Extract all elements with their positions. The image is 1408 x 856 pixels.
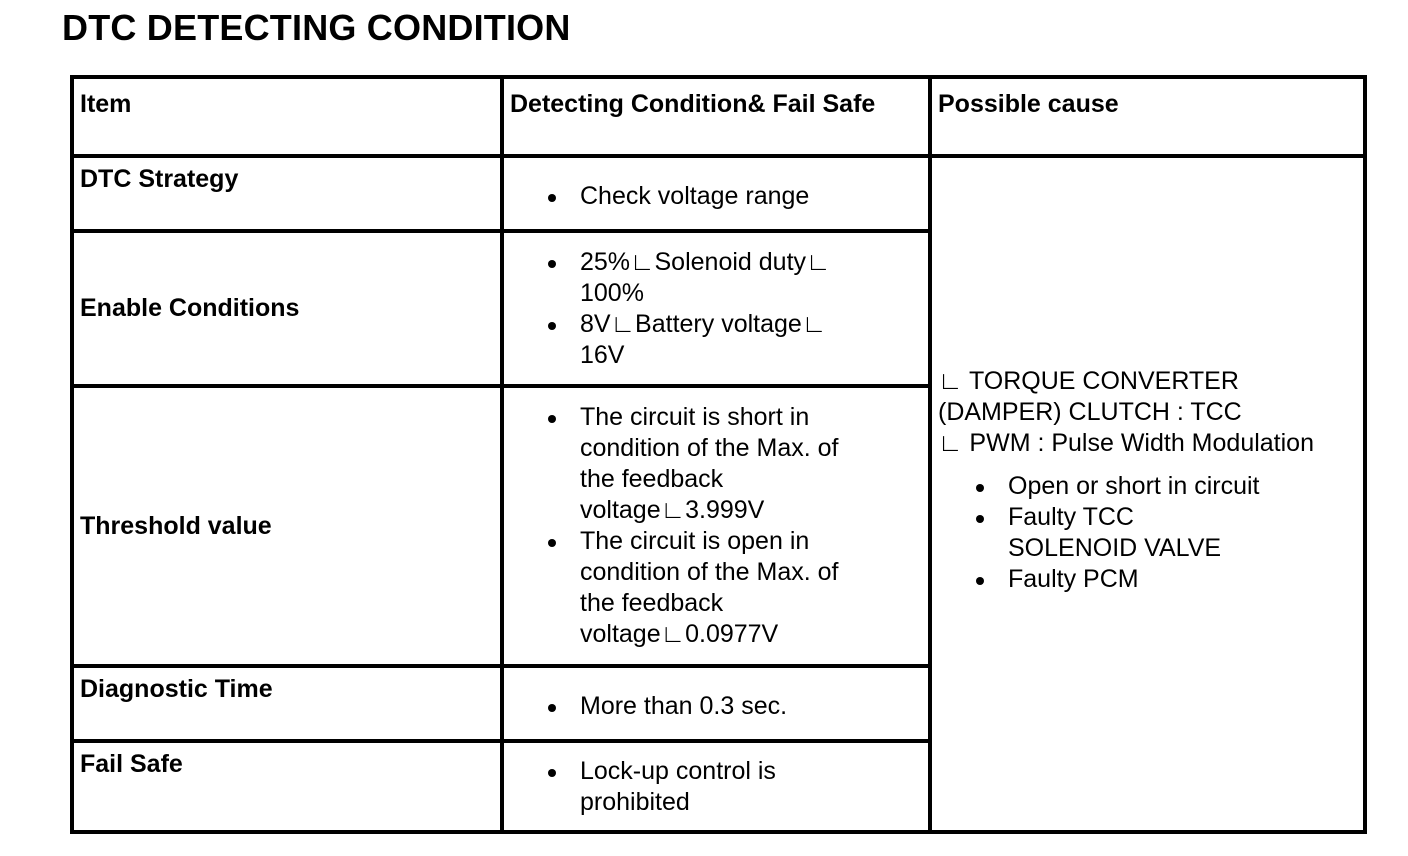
possible-cause-cell xyxy=(930,156,1365,832)
condition-cell xyxy=(502,741,930,832)
condition-list xyxy=(504,756,928,818)
item-label: Enable Conditions xyxy=(80,294,300,322)
item-label: Threshold value xyxy=(80,511,272,540)
cause-intro-line: (DAMPER) CLUTCH : TCC xyxy=(938,397,1242,426)
item-cell xyxy=(72,741,502,832)
condition-cell xyxy=(502,231,930,386)
header-condition-label: Detecting Condition& Fail Safe xyxy=(510,90,876,118)
condition-cell xyxy=(502,666,930,741)
condition-item: 25%∟Solenoid duty∟ 100% xyxy=(580,247,850,309)
condition-item: Check voltage range xyxy=(580,181,850,212)
cause-item: Faulty PCM xyxy=(1008,564,1268,595)
cause-item: Open or short in circuit xyxy=(1008,471,1268,502)
dtc-condition-table xyxy=(70,75,1367,834)
item-cell xyxy=(72,156,502,231)
condition-list xyxy=(504,402,928,650)
item-cell xyxy=(72,386,502,666)
condition-item: 8V∟Battery voltage∟ 16V xyxy=(580,309,850,371)
table-header-row xyxy=(72,77,1365,156)
table-row-dtc-strategy xyxy=(72,156,1365,231)
cause-intro-line: ∟ PWM : Pulse Width Modulation xyxy=(938,428,1314,457)
condition-item: The circuit is open in condition of the Max. of the feedback voltage∟0.0977V xyxy=(580,526,850,650)
condition-cell xyxy=(502,386,930,666)
header-condition xyxy=(502,77,930,156)
item-label: Diagnostic Time xyxy=(80,675,273,703)
header-cause-label: Possible cause xyxy=(938,90,1119,118)
condition-cell xyxy=(502,156,930,231)
item-label: DTC Strategy xyxy=(80,165,239,193)
condition-list xyxy=(504,181,928,212)
page-title: DTC DETECTING CONDITION xyxy=(62,7,571,48)
cause-list xyxy=(938,471,1363,595)
item-label: Fail Safe xyxy=(80,750,183,778)
condition-item: More than 0.3 sec. xyxy=(580,691,850,722)
condition-list xyxy=(504,247,928,371)
header-cause xyxy=(930,77,1365,156)
item-cell xyxy=(72,231,502,386)
header-item-label: Item xyxy=(80,90,132,118)
header-item xyxy=(72,77,502,156)
condition-item: The circuit is short in condition of the Max. of the feedback voltage∟3.999V xyxy=(580,402,850,526)
cause-item: Faulty TCC SOLENOID VALVE xyxy=(1008,502,1268,564)
condition-item: Lock-up control is prohibited xyxy=(580,756,850,818)
item-cell xyxy=(72,666,502,741)
condition-list xyxy=(504,691,928,722)
cause-intro-line: ∟ TORQUE CONVERTER xyxy=(938,366,1239,395)
